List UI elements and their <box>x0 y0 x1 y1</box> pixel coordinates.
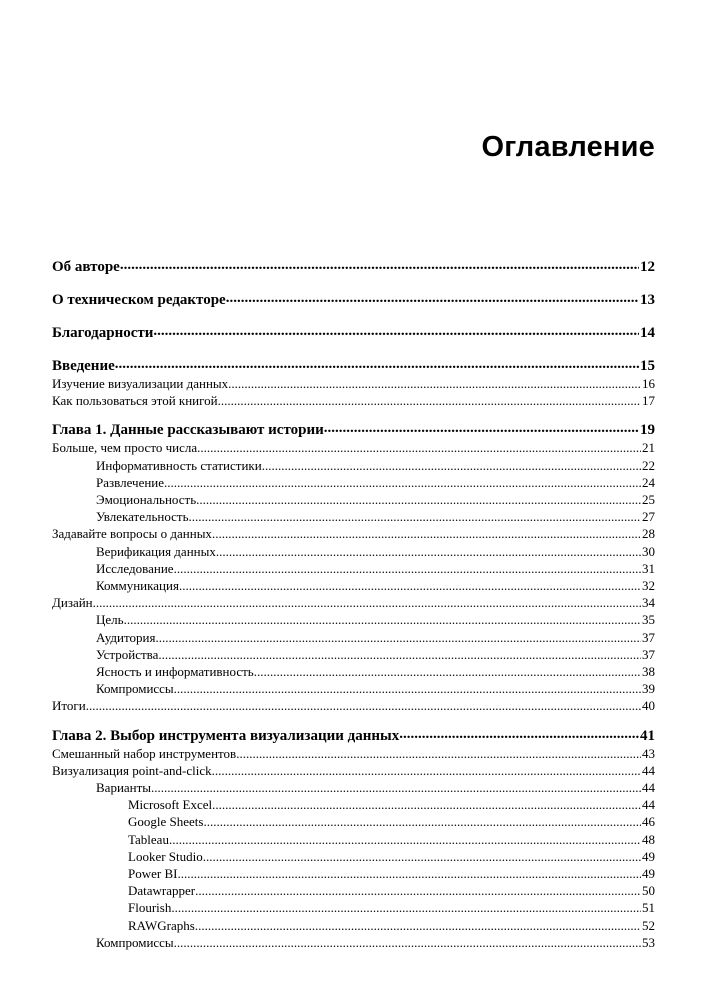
toc-page-number: 32 <box>642 578 655 594</box>
toc-entry[interactable] <box>52 697 655 714</box>
toc-page-number: 31 <box>642 560 655 576</box>
toc-entry-label: RAWGraphs <box>128 917 195 933</box>
toc-chapter-entry[interactable] <box>52 419 655 439</box>
toc-entry[interactable] <box>52 813 655 830</box>
dot-leader <box>196 491 641 504</box>
toc-entry[interactable] <box>52 882 655 899</box>
toc-entry[interactable] <box>52 796 655 813</box>
dot-leader <box>153 322 639 337</box>
toc-entry[interactable] <box>52 491 655 508</box>
toc-page-number: 28 <box>642 526 655 542</box>
dot-leader <box>174 560 641 573</box>
toc-page-number: 30 <box>642 543 655 559</box>
toc-entry-label: Больше, чем просто числа <box>52 440 198 456</box>
toc-page-number: 17 <box>642 393 655 409</box>
toc-page-number: 46 <box>642 814 655 830</box>
toc-entry[interactable] <box>52 831 655 848</box>
toc-page-number: 43 <box>642 745 655 761</box>
dot-leader <box>195 882 641 895</box>
toc-entry[interactable] <box>52 457 655 474</box>
toc-entry-label: Благодарности <box>52 325 154 341</box>
toc-page-number: 24 <box>642 474 655 490</box>
toc-entry-label: Визуализация point-and-click <box>52 762 212 778</box>
toc-entry[interactable] <box>52 865 655 882</box>
toc-entry[interactable] <box>52 594 655 611</box>
toc-chapter-entry[interactable] <box>52 355 655 375</box>
dot-leader <box>216 543 641 556</box>
toc-entry[interactable] <box>52 629 655 646</box>
dot-leader <box>158 646 641 659</box>
toc-entry-label: Как пользоваться этой книгой <box>52 393 218 409</box>
toc-entry[interactable] <box>52 375 655 392</box>
toc-entry-label: Об авторе <box>52 259 120 275</box>
toc-entry-label: Исследование <box>96 560 174 576</box>
toc-entry[interactable] <box>52 611 655 628</box>
toc-page-number: 13 <box>640 292 655 308</box>
toc-entry[interactable] <box>52 525 655 542</box>
dot-leader <box>218 392 641 405</box>
toc-entry-label: Итоги <box>52 698 86 714</box>
dot-leader <box>86 697 641 710</box>
toc-page-number: 49 <box>642 848 655 864</box>
toc-chapter-entry[interactable] <box>52 289 655 309</box>
toc-entry[interactable] <box>52 392 655 409</box>
toc-entry-label: Верификация данных <box>96 543 216 559</box>
toc-entry-label: Datawrapper <box>128 883 196 899</box>
toc-chapter-entry[interactable] <box>52 322 655 342</box>
toc-entry[interactable] <box>52 917 655 934</box>
toc-entry-label: Смешанный набор инструментов <box>52 745 237 761</box>
toc-entry[interactable] <box>52 663 655 680</box>
toc-entry[interactable] <box>52 543 655 560</box>
toc-page-number: 44 <box>642 797 655 813</box>
toc-entry[interactable] <box>52 779 655 796</box>
dot-leader <box>324 419 639 434</box>
toc-page-number: 15 <box>640 358 655 374</box>
dot-leader <box>195 917 641 930</box>
dot-leader <box>226 289 639 304</box>
toc-page-number: 19 <box>640 422 655 439</box>
dot-leader <box>262 457 641 470</box>
toc-entry-label: Изучение визуализации данных <box>52 376 229 391</box>
dot-leader <box>174 934 641 947</box>
toc-entry-label: Flourish <box>128 900 172 916</box>
dot-leader <box>399 725 639 740</box>
toc-entry-label: Информативность статистики <box>96 457 262 473</box>
toc-page-number: 51 <box>642 900 655 916</box>
toc-entry-label: Компромиссы <box>96 681 174 697</box>
dot-leader <box>197 439 641 452</box>
toc-entry[interactable] <box>52 680 655 697</box>
toc-entry-label: Глава 2. Выбор инструмента визуализации данных <box>52 727 400 744</box>
toc-entry[interactable] <box>52 577 655 594</box>
page-title: Оглавление <box>481 131 655 163</box>
toc-page-number: 44 <box>642 780 655 796</box>
toc-entry-label: Эмоциональность <box>96 492 197 508</box>
toc-entry[interactable] <box>52 762 655 779</box>
toc-page-number: 53 <box>642 934 655 950</box>
toc-entry[interactable] <box>52 439 655 456</box>
dot-leader <box>151 779 641 792</box>
dot-leader <box>228 375 641 388</box>
dot-leader <box>203 848 641 861</box>
toc-page-number: 49 <box>642 866 655 882</box>
dot-leader <box>164 474 641 487</box>
dot-leader <box>171 899 641 912</box>
toc-entry[interactable] <box>52 508 655 525</box>
dot-leader <box>169 831 641 844</box>
toc-page-number: 50 <box>642 883 655 899</box>
toc-entry-label: О техническом редакторе <box>52 292 226 308</box>
toc-page-number: 27 <box>642 509 655 525</box>
dot-leader <box>212 762 641 775</box>
dot-leader <box>177 865 641 878</box>
toc-entry[interactable] <box>52 474 655 491</box>
toc-entry-label: Microsoft Excel <box>128 797 213 813</box>
toc-page-number: 52 <box>642 917 655 933</box>
toc-chapter-entry[interactable] <box>52 725 655 745</box>
toc-entry-label: Глава 1. Данные рассказывают истории <box>52 422 324 439</box>
toc-entry[interactable] <box>52 646 655 663</box>
toc-page-number: 48 <box>642 831 655 847</box>
dot-leader <box>236 745 641 758</box>
toc-page-number: 41 <box>640 727 655 744</box>
toc-entry-label: Задавайте вопросы о данных <box>52 526 212 542</box>
toc-entry[interactable] <box>52 560 655 577</box>
dot-leader <box>124 611 641 624</box>
toc-entry-label: Ясность и информативность <box>96 664 254 680</box>
toc-page-number: 37 <box>642 629 655 645</box>
dot-leader <box>212 796 641 809</box>
toc-page-number: 22 <box>642 457 655 473</box>
toc-entry-label: Компромиссы <box>96 934 174 950</box>
toc-entry-label: Аудитория <box>96 629 156 645</box>
toc-entry[interactable] <box>52 899 655 916</box>
dot-leader <box>254 663 641 676</box>
dot-leader <box>203 813 641 826</box>
dot-leader <box>115 355 639 370</box>
dot-leader <box>174 680 641 693</box>
dot-leader <box>189 508 641 521</box>
toc-page-number: 21 <box>642 440 655 456</box>
toc-entry-label: Введение <box>52 358 115 374</box>
toc-entry-label: Развлечение <box>96 474 165 490</box>
toc-entry[interactable] <box>52 745 655 762</box>
dot-leader <box>120 256 639 271</box>
toc-page-number: 14 <box>640 325 655 341</box>
toc-page-number: 40 <box>642 698 655 714</box>
toc-entry-label: Tableau <box>128 831 169 847</box>
toc-entry-label: Дизайн <box>52 595 93 611</box>
toc-page-number: 35 <box>642 612 655 628</box>
toc-entry-label: Power BI <box>128 866 178 882</box>
toc-page-number: 16 <box>642 376 655 391</box>
toc-page-number: 37 <box>642 646 655 662</box>
toc-entry-label: Google Sheets <box>128 814 204 830</box>
table-of-contents <box>52 256 655 951</box>
dot-leader <box>93 594 641 607</box>
toc-page-number: 38 <box>642 664 655 680</box>
toc-entry-label: Looker Studio <box>128 848 203 864</box>
toc-entry-label: Варианты <box>96 780 152 796</box>
toc-page-number: 34 <box>642 595 655 611</box>
toc-entry-label: Увлекательность <box>96 509 189 525</box>
toc-entry[interactable] <box>52 848 655 865</box>
toc-entry[interactable] <box>52 934 655 951</box>
toc-page-number: 25 <box>642 492 655 508</box>
toc-page-number: 12 <box>640 259 655 275</box>
toc-entry-label: Устройства <box>96 646 159 662</box>
toc-page-number: 44 <box>642 762 655 778</box>
toc-entry-label: Цель <box>96 612 124 628</box>
toc-entry-label: Коммуникация <box>96 578 179 594</box>
dot-leader <box>179 577 641 590</box>
toc-chapter-entry[interactable] <box>52 256 655 276</box>
dot-leader <box>155 629 641 642</box>
toc-page-number: 39 <box>642 681 655 697</box>
dot-leader <box>212 525 641 538</box>
